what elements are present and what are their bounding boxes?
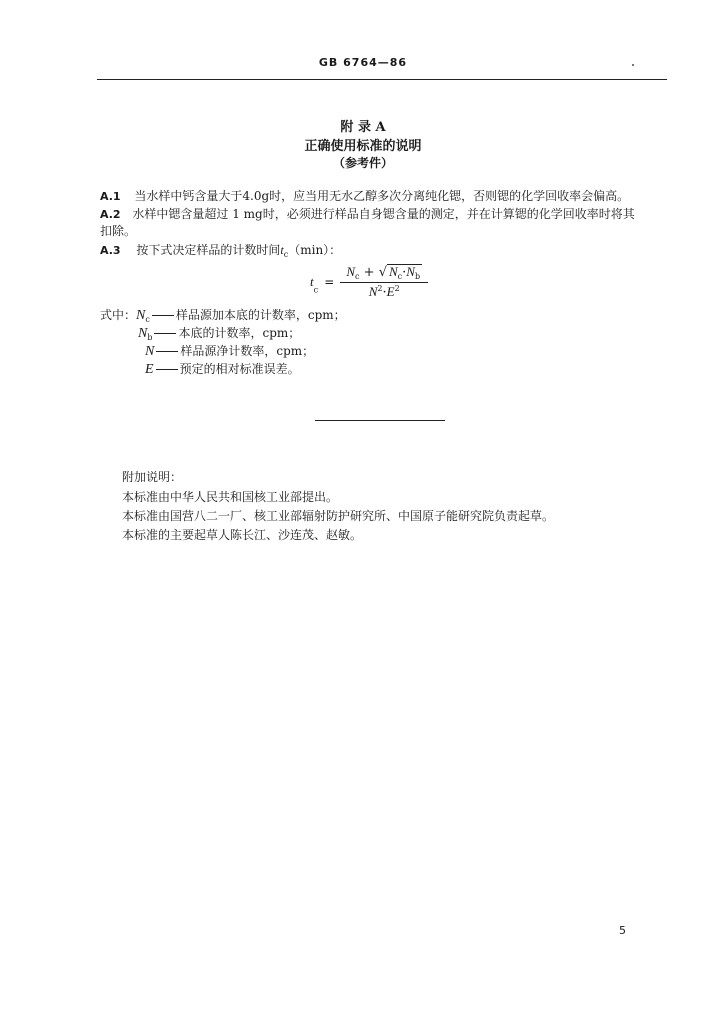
header-rule — [97, 79, 667, 80]
notes-heading: 附加说明： — [122, 470, 183, 484]
item-label: A.3 — [100, 244, 121, 257]
page-number: 5 — [619, 924, 626, 937]
item-a1 — [100, 188, 629, 205]
item-a2 — [100, 206, 635, 223]
definitions-intro: 式中： — [100, 308, 137, 322]
item-text: 按下式决定样品的计数时间 — [136, 243, 281, 257]
formula-fraction — [340, 264, 428, 300]
formula-sqrt: $N_c\cdot N_b$ — [389, 264, 421, 281]
item-label: A.1 — [100, 190, 121, 203]
item-a2-continuation: 扣除。 — [100, 224, 137, 238]
notes-line: 本标准的主要起草人陈长江、沙连茂、赵敏。 — [122, 528, 363, 542]
formula-denominator: $N^2\cdot E^2$ — [368, 284, 400, 300]
scan-speck — [632, 64, 634, 66]
item-a3: A.3 按下式决定样品的计数时间$t_c(\min)$： — [100, 243, 342, 259]
notes-line: 本标准由国营八二一厂、核工业部辐射防护研究所、中国原子能研究院负责起草。 — [122, 509, 555, 523]
document-header-code: GB 6764—86 — [318, 56, 408, 69]
formula: $t_c$ = $\frac{N_c + √ N_c\cdot N_b}{N^2\cdot E^2}$ — [310, 264, 428, 300]
definition-row: $N_b$ 本底的计数率，cpm； — [138, 326, 301, 342]
em-dash-rule — [154, 333, 176, 334]
em-dash-rule — [156, 351, 178, 352]
notes-line: 本标准由中华人民共和国核工业部提出。 — [122, 490, 339, 504]
appendix-kind: （参考件） — [332, 156, 393, 170]
em-dash-rule — [152, 315, 174, 316]
definition-row: 式中：$N_c$ 样品源加本底的计数率，cpm； — [100, 308, 346, 324]
definition-row: N 样品源净计数率，cpm； — [145, 344, 315, 359]
definition-row: E 预定的相对标准误差。 — [145, 362, 300, 377]
item-text: 当水样中钙含量大于4.0g时，应当用无水乙醇多次分离纯化锶，否则锶的化学回收率会偏高。 — [134, 189, 630, 203]
item-text: 水样中锶含量超过 1 mg时，必须进行样品自身锶含量的测定，并在计算锶的化学回收率时将其 — [132, 207, 635, 221]
em-dash-rule — [156, 369, 178, 370]
section-divider — [315, 420, 445, 421]
item-label: A.2 — [100, 208, 121, 221]
appendix-subtitle: 正确使用标准的说明 — [304, 139, 422, 154]
appendix-title: 附 录 A — [340, 120, 386, 135]
formula-numerator: $N_c$ + √ $N_c\cdot N_b$ — [340, 264, 428, 283]
